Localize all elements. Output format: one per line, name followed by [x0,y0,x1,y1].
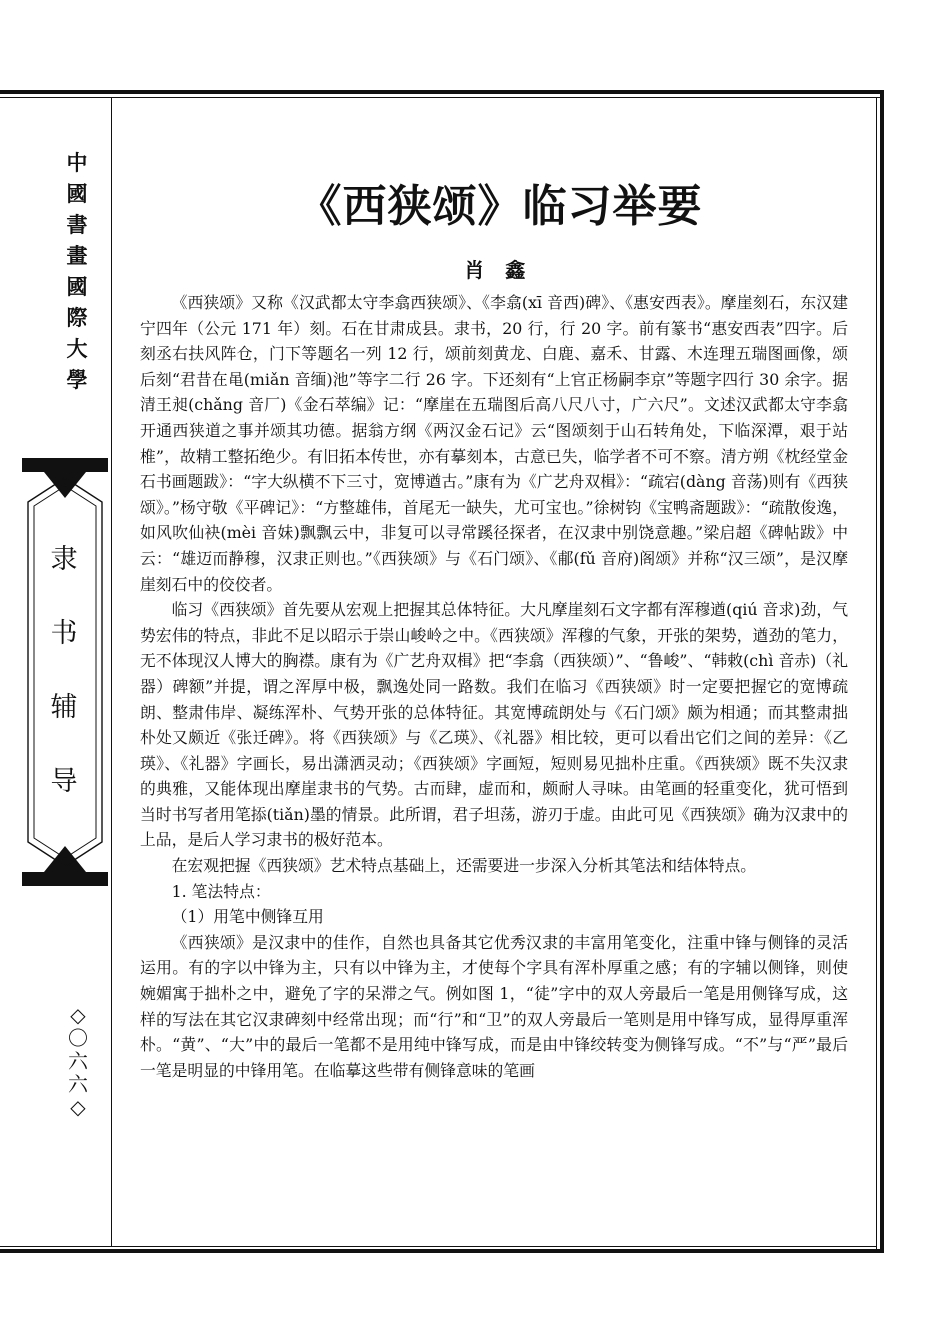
article-body [140,290,848,1083]
series-title [64,148,90,396]
section-label-char: 辅 [50,692,78,723]
article-author: 肖 鑫 [464,258,526,282]
page-number-char: ◇ [70,1003,86,1027]
series-title-char: 大 [66,337,88,361]
page-number-char: 〇 [68,1026,88,1050]
body-paragraph: 临习《西狭颂》首先要从宏观上把握其总体特征。大凡摩崖刻石文字都有浑穆遒(qiú 音求)劲，气势宏伟的特点，非此不足以昭示于崇山峻岭之中。《西狭颂》浑穆的气象，开张的架势，遒劲的笔力，无不体现汉人博大的胸襟。康有为《广艺舟双楫》把“李翕（西狭颂）”、“鲁峻”、“韩敕(chì 音赤)（礼器）碑额”并提，谓之浑厚中极，飘逸处同一路数。我们在临习《西狭颂》时一定要把握它的宽博疏朗、整肃伟岸、凝练浑朴、气势开张的总体特征。其宽博疏朗处与《石门颂》颇为相通；而其整肃拙朴处又颇近《张迁碑》。将《西狭颂》与《乙瑛》、《礼器》相比较，更可以看出它们之间的差异：《乙瑛》、《礼器》字画长，易出潇洒灵动；《西狭颂》字画短，短则易见拙朴庄重。《西狭颂》既不失汉隶的典雅，又能体现出摩崖隶书的气势。古而肆，虚而和，颇耐人寻味。由笔画的轻重变化，犹可悟到当时书写者用笔掭(tiǎn)墨的情景。此所谓，君子坦荡，游刃于虚。由此可见《西狭颂》确为汉隶中的上品，是后人学习隶书的极好范本。 [140,600,848,850]
section-heading: 1. 笔法特点： [171,881,271,901]
page-number-char: ◇ [70,1095,86,1119]
frame-bottom-inner-border [0,1246,877,1247]
body-paragraph: 在宏观把握《西狭颂》艺术特点基础上，还需要进一步深入分析其笔法和结体特点。 [171,856,757,876]
frame-bottom-border [0,1249,884,1253]
frame-right-inner-border [876,97,877,1249]
body-paragraph: 《西狭颂》又称《汉武都太守李翕西狭颂》、《李翕(xī 音西)碑》、《惠安西表》。摩崖刻石，东汉建宁四年（公元 171 年）刻。石在甘肃成县。隶书，20 行，行 20 字。前有篆书“惠安西表”四字。后刻丞右扶风阵仓，门下等题名一列 12 行，颂前刻黄龙、白鹿、嘉禾、甘露、木连理五瑞图画像，颂后刻“君昔在黾(miǎn 音缅)池”等字二行 26 字。下还刻有“上官正杨嗣李京”等题字四行 30 余字。据清王昶(chǎng 音厂)《金石萃编》记：“摩崖在五瑞图后高八尺八寸，广六尺”。文述汉武都太守李翕开通西狭道之事并颂其功德。据翁方纲《两汉金石记》云“图颂刻于山石转角处，下临深潭，艰于站椎”，故精工整拓绝少。有旧拓本传世，亦有摹刻本，古意已失，临学者不可不察。清方朔《枕经堂金石书画题跋》：“字大纵横不下三寸，宽博遒古。”康有为《广艺舟双楫》：“疏宕(dàng 音荡)则有《西狭颂》。”杨守敬《平碑记》：“方整雄伟，首尾无一缺失，尤可宝也。”徐树钧《宝鸭斋题跋》：“疏散俊逸，如风吹仙袂(mèi 音妹)飘飘云中，非复可以寻常蹊径探者，在汉隶中别饶意趣。”梁启超《碑帖跋》中云：“雄迈而静穆，汉隶正则也。”《西狭颂》与《石门颂》、《郙(fǔ 音府)阁颂》并称“汉三颂”，是汉摩崖刻石中的佼佼者。 [140,293,849,594]
series-title-char: 書 [66,213,88,237]
series-title-char: 國 [66,182,88,206]
series-title-char: 畫 [66,244,88,268]
sidebar-divider [111,97,112,1246]
series-title-char: 學 [66,368,88,392]
section-label-char: 导 [50,766,78,797]
frame-top-inner-border [0,97,880,98]
page-number-char: 六 [68,1049,88,1073]
page-number-char: 六 [68,1072,88,1096]
body-paragraph: 《西狭颂》是汉隶中的佳作，自然也具备其它优秀汉隶的丰富用笔变化，注重中锋与侧锋的灵活运用。有的字以中锋为主，只有以中锋为主，才使每个字具有浑朴厚重之感；有的字辅以侧锋，则使婉媚寓于拙朴之中，避免了字的呆滞之气。例如图 1，“徒”字中的双人旁最后一笔是用侧锋写成，这样的写法在其它汉隶碑刻中经常出现；而“行”和“卫”的双人旁最后一笔则是用中锋写成，显得厚重浑朴。“黄”、“大”中的最后一笔都不是用纯中锋写成，而是由中锋绞转变为侧锋写成。“不”与“严”最后一笔是明显的中锋用笔。在临摹这些带有侧锋意味的笔画 [140,932,848,1080]
section-label-char: 书 [50,618,78,649]
frame-top-border [0,90,884,94]
series-title-char: 中 [66,151,88,175]
frame-right-border [880,93,884,1253]
page-number [60,1004,96,1119]
series-title-char: 國 [66,275,88,299]
subsection-heading: （1）用笔中侧锋互用 [171,907,324,927]
section-label-char: 隶 [50,544,78,575]
series-title-char: 際 [66,306,88,330]
article-title: 《西狭颂》临习举要 [297,181,703,232]
section-label [44,540,84,836]
